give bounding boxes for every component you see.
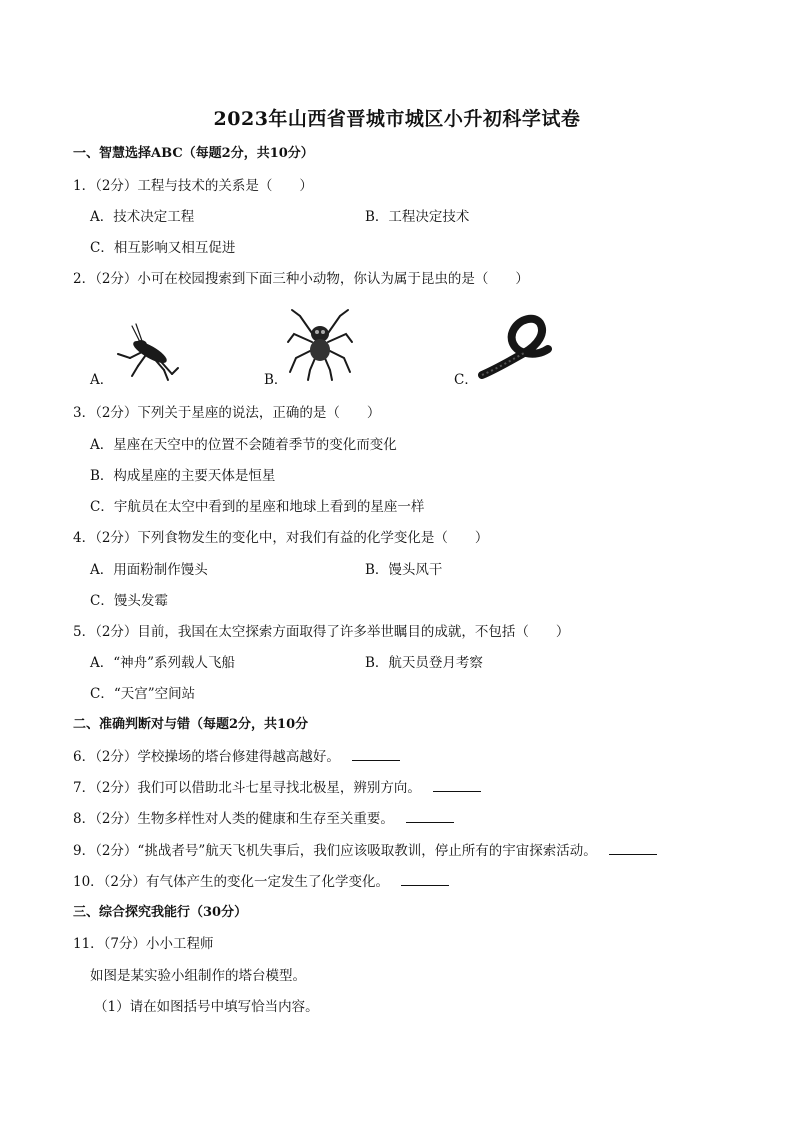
q11-stem: 11．（7分）小小工程师: [73, 936, 214, 952]
q1-option-b: B．工程决定技术: [365, 209, 470, 225]
q11-intro: 如图是某实验小组制作的塔台模型。: [90, 968, 306, 984]
q1-option-a: A．技术决定工程: [90, 209, 195, 225]
section-heading-1: 一、智慧选择ABC（每题2分，共10分）: [73, 146, 314, 161]
grasshopper-icon: [112, 322, 184, 382]
q3-option-c: C．宇航员在太空中看到的星座和地球上看到的星座一样: [90, 499, 425, 515]
q1-option-c: C．相互影响又相互促进: [90, 240, 236, 256]
q6-item: [73, 748, 400, 766]
q3-option-a: A．星座在天空中的位置不会随着季节的变化而变化: [90, 437, 397, 453]
q4-stem: 4．（2分）下列食物发生的变化中，对我们有益的化学变化是（ ）: [73, 530, 489, 546]
section-heading-2: 二、准确判断对与错（每题2分，共10分: [73, 717, 309, 732]
q11-subquestion-1: （1）请在如图括号中填写恰当内容。: [94, 999, 319, 1015]
q9-answer-blank[interactable]: [609, 842, 657, 855]
q10-text: 10．（2分）有气体产生的变化一定发生了化学变化。: [73, 874, 390, 890]
q2-option-a: A．: [90, 372, 114, 388]
q7-answer-blank[interactable]: [433, 779, 481, 792]
q5-stem: 5．（2分）目前，我国在太空探索方面取得了许多举世瞩目的成就，不包括（ ）: [73, 624, 570, 640]
page-title: 2023年山西省晋城市城区小升初科学试卷: [213, 108, 581, 130]
section-heading-3: 三、综合探究我能行（30分）: [73, 905, 248, 920]
q10-answer-blank[interactable]: [401, 873, 449, 886]
q1-stem: 1．（2分）工程与技术的关系是（ ）: [73, 178, 313, 194]
q5-option-a: A．“神舟”系列载人飞船: [90, 655, 236, 671]
q4-option-b: B．馒头风干: [365, 562, 443, 578]
earthworm-icon: [476, 313, 552, 383]
q4-option-c: C．馒头发霉: [90, 593, 168, 609]
q6-answer-blank[interactable]: [352, 748, 400, 761]
q3-stem: 3．（2分）下列关于星座的说法，正确的是（ ）: [73, 405, 381, 421]
q7-text: 7．（2分）我们可以借助北斗七星寻找北极星，辨别方向。: [73, 780, 421, 796]
q5-option-b: B．航天员登月考察: [365, 655, 483, 671]
q2-stem: 2．（2分）小可在校园搜索到下面三种小动物，你认为属于昆虫的是（ ）: [73, 271, 529, 287]
q8-item: [73, 810, 454, 828]
q8-text: 8．（2分）生物多样性对人类的健康和生存至关重要。: [73, 811, 394, 827]
q2-option-c: C．: [454, 372, 478, 388]
q9-text: 9．（2分）“挑战者号”航天飞机失事后，我们应该吸取教训，停止所有的宇宙探索活动。: [73, 843, 597, 859]
q10-item: [73, 873, 449, 891]
q2-option-b: B．: [264, 372, 288, 388]
q7-item: [73, 779, 481, 797]
q3-option-b: B．构成星座的主要天体是恒星: [90, 468, 276, 484]
spider-icon: [286, 306, 354, 382]
q4-option-a: A．用面粉制作馒头: [90, 562, 208, 578]
q9-item: [73, 842, 657, 860]
q8-answer-blank[interactable]: [406, 810, 454, 823]
q5-option-c: C．“天宫”空间站: [90, 686, 196, 702]
q6-text: 6．（2分）学校操场的塔台修建得越高越好。: [73, 749, 340, 765]
